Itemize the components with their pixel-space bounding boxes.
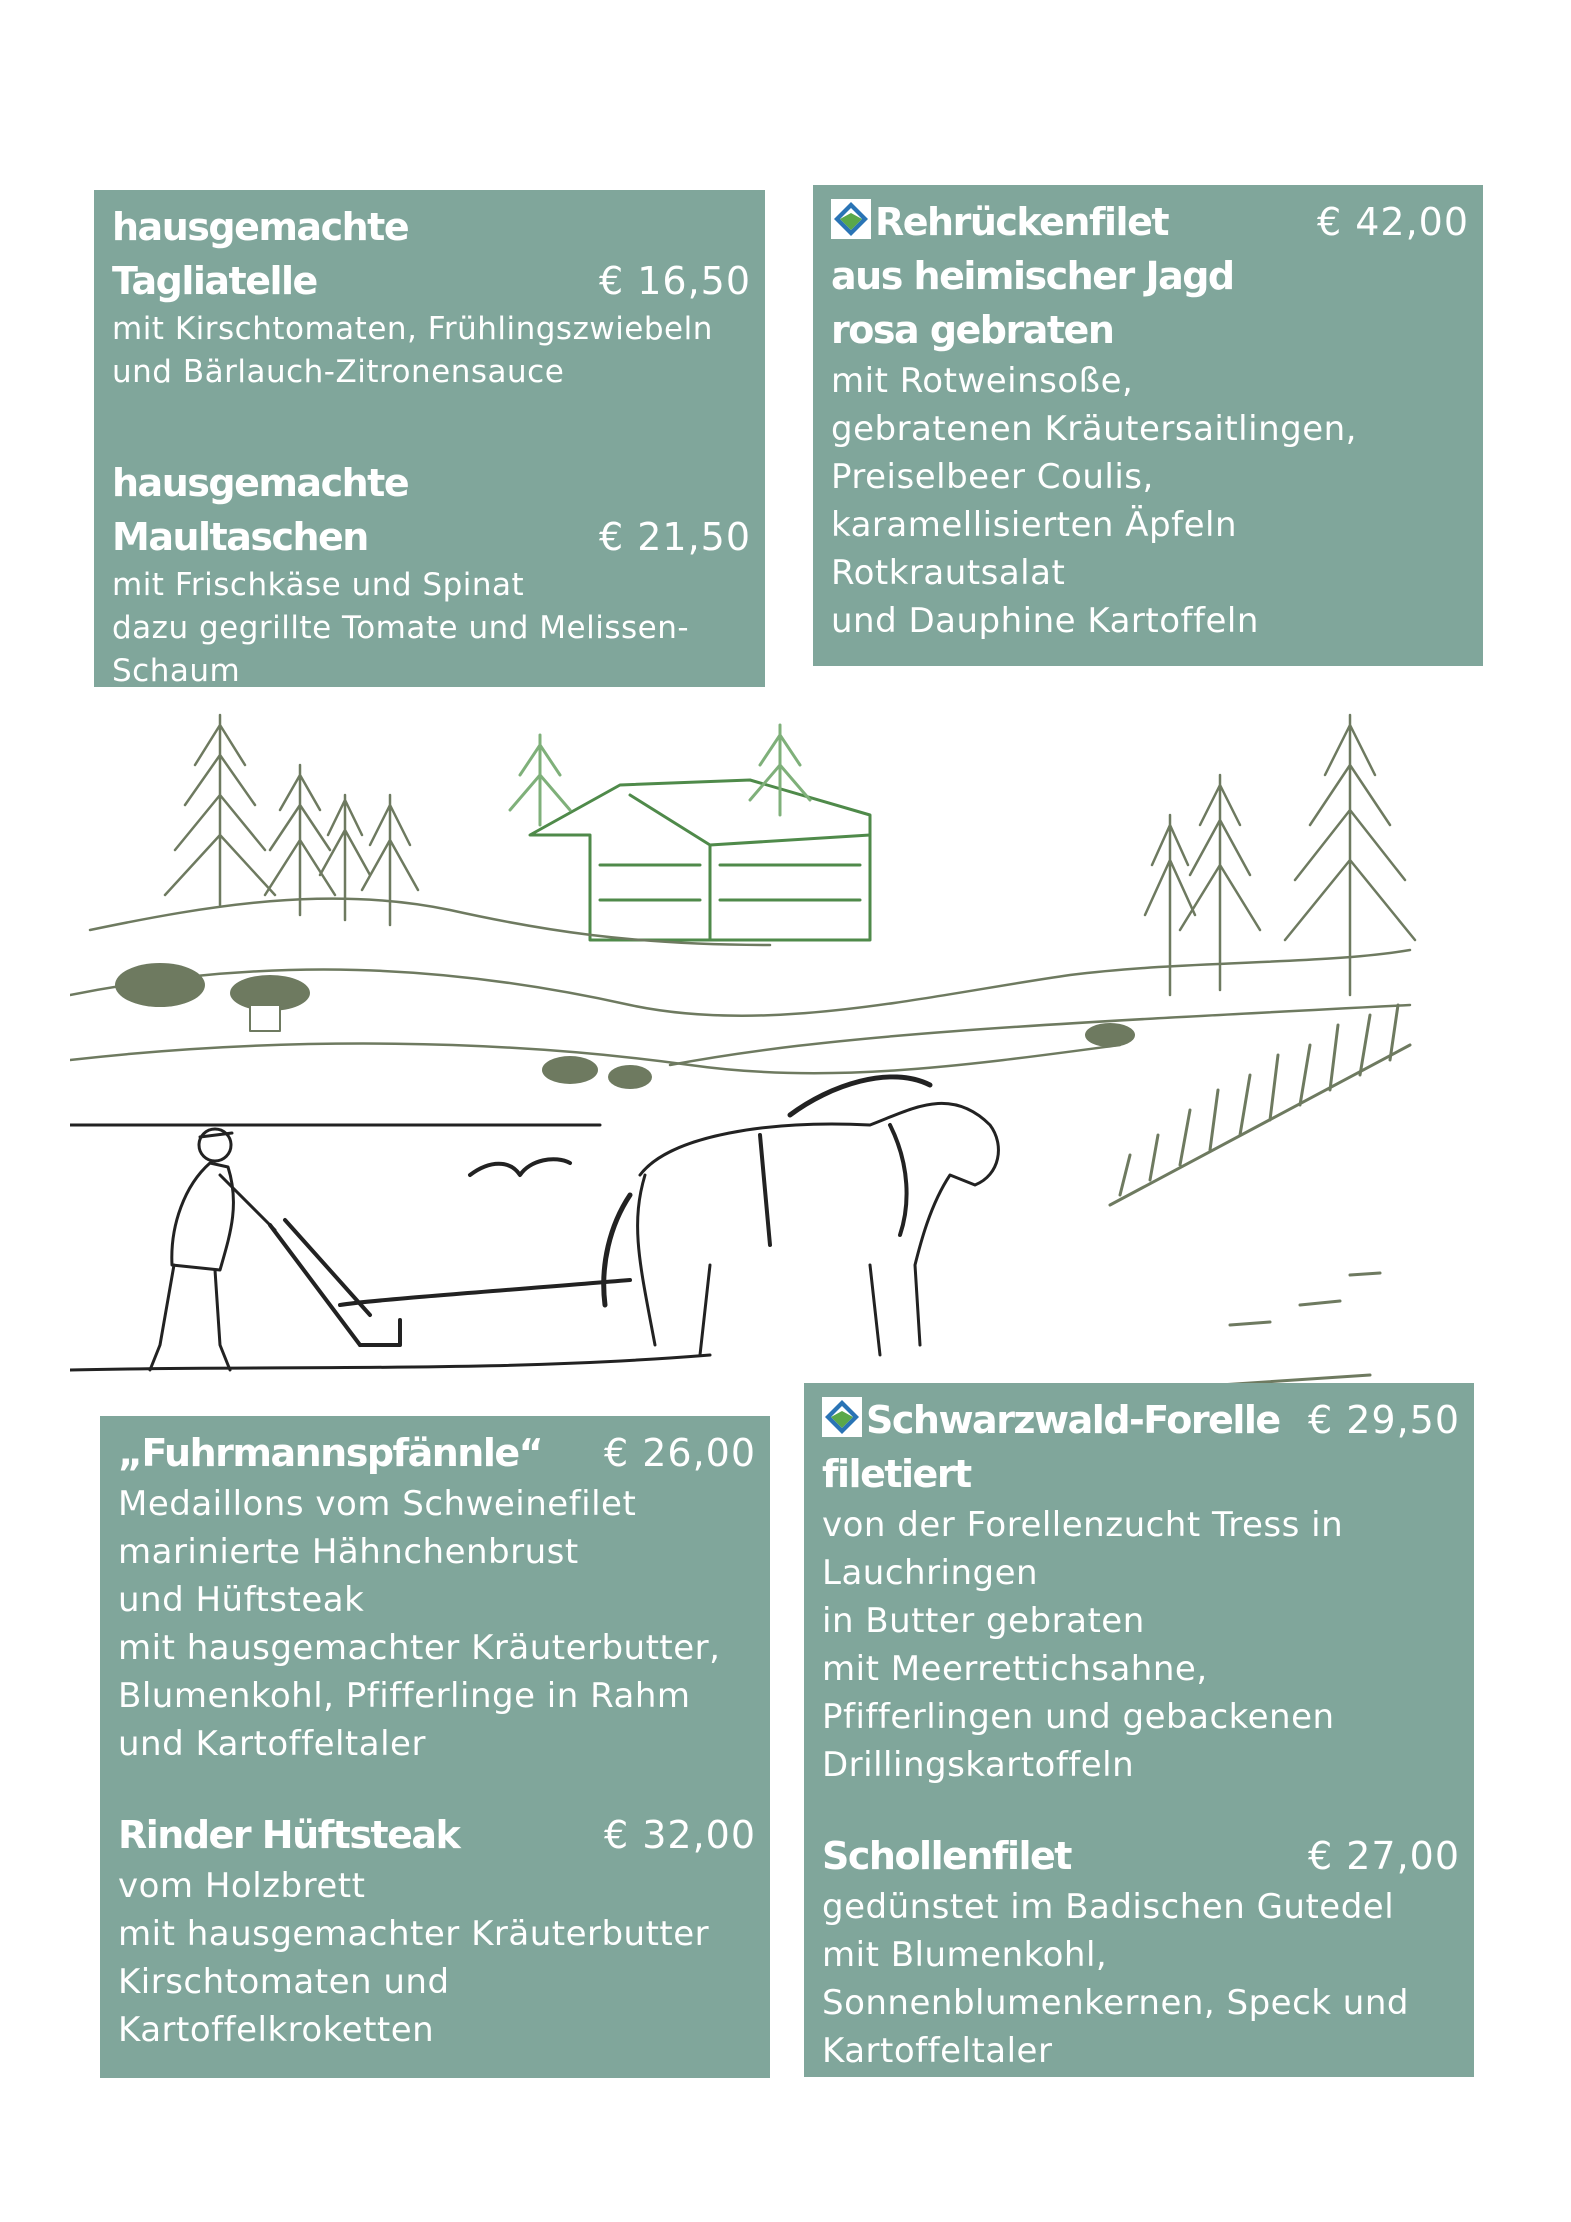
desc-line: karamellisierten Äpfeln [831,505,1238,545]
desc-line: Pfifferlingen und gebackenen [822,1697,1335,1737]
dish-title: Rinder Hüftsteak [118,1813,460,1857]
desc-line: mit Meerrettichsahne, [822,1649,1208,1689]
dish-title: Schollenfilet [822,1834,1071,1878]
dish-fuhrmannspfaennle [118,1426,756,1768]
dish-price: € 29,50 [1307,1398,1460,1442]
regional-logo-icon [822,1397,862,1437]
desc-line: und Dauphine Kartoffeln [831,601,1259,641]
desc-line: Lauchringen [822,1553,1039,1593]
dish-title [822,1393,1280,1447]
dish-price: € 16,50 [598,259,751,303]
desc-line: mit Rotweinsoße, [831,361,1134,401]
dish-price: € 32,00 [603,1813,756,1857]
dish-schollenfilet [822,1829,1460,2075]
dish-price: € 42,00 [1316,200,1469,244]
desc-line: von der Forellenzucht Tress in [822,1505,1344,1545]
desc-line: mit Kirschtomaten, Frühlingszwiebeln [112,311,713,347]
dish-tagliatelle [112,200,751,394]
desc-line: Rotkrautsalat [831,553,1066,593]
dish-description [118,1480,756,1768]
desc-line: in Butter gebraten [822,1601,1145,1641]
dish-price: € 27,00 [1307,1834,1460,1878]
dish-title-text: Schwarzwald-Forelle [866,1398,1280,1442]
menu-box-venison [813,185,1483,666]
farmer-icon [150,1129,275,1370]
desc-line: mit hausgemachter Kräuterbutter, [118,1628,721,1668]
dish-description [822,1501,1460,1789]
dish-price: € 21,50 [598,515,751,559]
dish-title: Maultaschen [112,515,368,559]
menu-box-meat [100,1416,770,2078]
dish-price: € 26,00 [603,1431,756,1475]
farmhouse-icon [510,725,870,940]
desc-line: Preiselbeer Coulis, [831,457,1154,497]
dish-title: hausgemachte [112,205,409,249]
desc-line: vom Holzbrett [118,1866,366,1906]
desc-line: mit Blumenkohl, [822,1935,1108,1975]
desc-line: und Hüftsteak [118,1580,365,1620]
menu-box-fish [804,1383,1474,2077]
harness [760,1125,907,1245]
desc-line: Sonnenblumenkernen, Speck und [822,1983,1409,2023]
field-furrow [70,1355,710,1370]
desc-line: dazu gegrillte Tomate und Melissen- [112,610,690,646]
dish-title-text: Rehrückenfilet [875,200,1169,244]
dish-title: hausgemachte [112,461,409,505]
dish-maultaschen [112,456,751,693]
bird-icon [470,1159,570,1175]
plow-icon [270,1220,630,1345]
desc-line: mit Frischkäse und Spinat [112,567,525,603]
dish-title: rosa gebraten [831,308,1114,352]
desc-line: Kirschtomaten und [118,1962,450,2002]
farmer-plowing-with-horses-illustration [70,705,1420,1395]
desc-line: Schaum [112,653,241,689]
desc-line: Drillingskartoffeln [822,1745,1135,1785]
desc-line: Kartoffeltaler [822,2031,1053,2071]
grass-field [1110,1005,1410,1385]
desc-line: gedünstet im Badischen Gutedel [822,1887,1395,1927]
desc-line: Medaillons vom Schweinefilet [118,1484,637,1524]
desc-line: marinierte Hähnchenbrust [118,1532,579,1572]
dish-rinder-hueftsteak [118,1808,756,2054]
horse-icon [604,1077,999,1355]
dish-description [831,357,1469,645]
dish-description [112,308,751,394]
dish-title: Tagliatelle [112,259,317,303]
desc-line: und Bärlauch-Zitronensauce [112,354,565,390]
dish-description [118,1862,756,2054]
dish-rehrueckenfilet [831,195,1469,645]
desc-line: Blumenkohl, Pfifferlinge in Rahm [118,1676,691,1716]
dish-description [822,1883,1460,2075]
dish-title: aus heimischer Jagd [831,254,1234,298]
desc-line: und Kartoffeltaler [118,1724,426,1764]
dish-title [831,195,1168,249]
desc-line: Kartoffelkroketten [118,2010,435,2050]
menu-box-pasta [94,190,765,687]
dish-title: „Fuhrmannspfännle“ [118,1431,543,1475]
desc-line: gebratenen Kräutersaitlingen, [831,409,1357,449]
dish-description [112,564,751,693]
hedge-bushes [115,963,1135,1089]
regional-logo-icon [831,199,871,239]
dish-schwarzwald-forelle [822,1393,1460,1789]
desc-line: mit hausgemachter Kräuterbutter [118,1914,710,1954]
dish-title: filetiert [822,1452,971,1496]
pine-tree-icon [165,715,418,925]
pine-tree-icon [1145,715,1415,995]
